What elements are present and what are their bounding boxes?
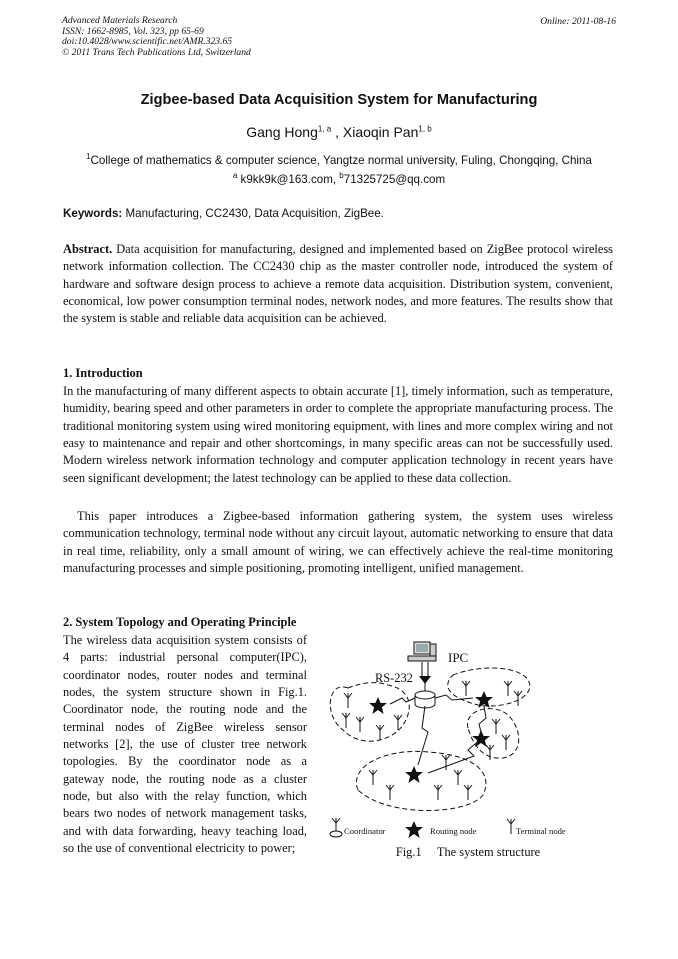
section-1-paragraph-2: This paper introduces a Zigbee-based information gathering system, the system uses wireless communication technology, terminal node without any circuit layout, automatic networking to ensure that data in real time, reliability, only a small amount of wiring, we can effectively achieve the real-time monitoring manufacturing processes and simple positioning, promoting intelligent, unified management. [63, 509, 613, 576]
email-a-sup: a [232, 171, 238, 180]
legend-routing-label: Routing node [430, 826, 477, 836]
author-2: Xiaoqin Pan [342, 124, 419, 140]
routing-node-bottom [405, 766, 423, 783]
legend-coordinator-icon [330, 818, 342, 837]
abstract-label: Abstract. [63, 242, 113, 256]
link-coord-bottom [418, 706, 428, 765]
coordinator-node [415, 676, 435, 708]
author-1: Gang Hong [246, 124, 318, 140]
author-separator: , [331, 124, 343, 140]
cluster-left [330, 683, 409, 742]
ipc-computer-icon [408, 642, 436, 661]
paper-title: Zigbee-based Data Acquisition System for Manufacturing [140, 92, 538, 108]
legend-terminal-icon [507, 819, 515, 834]
ipc-label: IPC [448, 650, 469, 665]
email-b-sup: b [339, 171, 344, 180]
author-1-sup: 1, a [317, 124, 332, 134]
legend-coordinator-label: Coordinator [344, 826, 386, 836]
journal-name: Advanced Materials Research [62, 15, 178, 26]
author-2-sup: 1, b [418, 124, 432, 134]
authors [0, 124, 678, 140]
keywords [63, 207, 384, 220]
rs232-label: RS-232 [375, 671, 413, 685]
section-1-heading: 1. Introduction [63, 366, 143, 380]
figure-1-caption: Fig.1 The system structure [395, 845, 541, 859]
abstract-text: Data acquisition for manufacturing, designed and implemented based on ZigBee protocol wireless network information collection. The CC2430 chip as the master controller node, introduced the system of hardware and software design process to achieve a remote data acquisition. Distribution system, convenient, economical, low power consumption terminal nodes, network nodes, and more features. The results show that the system is stable and reliable data acquisition can be achieved. [63, 242, 613, 326]
doi: doi:10.4028/www.scientific.net/AMR.323.65 [62, 36, 233, 48]
legend-routing-icon [405, 821, 423, 838]
link-coord-topright [435, 695, 473, 700]
link-right-bottom [428, 739, 481, 773]
affiliation-text: College of mathematics & computer science, Yangtze normal university, Fuling, Chongqing, China [90, 153, 592, 167]
figure-1 [318, 640, 618, 870]
cluster-bottom [356, 751, 485, 810]
copyright: © 2011 Trans Tech Publications Ltd, Switzerland [62, 46, 251, 58]
issn: ISSN: 1662-8985, Vol. 323, pp 65-69 [62, 25, 204, 37]
journal-header [62, 16, 251, 58]
routing-node-left [369, 697, 387, 714]
link-coord-left [390, 698, 415, 704]
emails [0, 171, 678, 186]
affiliation-sup: 1 [86, 152, 91, 161]
keywords-text: Manufacturing, CC2430, Data Acquisition, ZigBee. [122, 207, 384, 220]
online-date: Online: 2011-08-16 [540, 16, 616, 27]
email-b: 71325725@qq.com [343, 172, 446, 186]
affiliation [0, 152, 678, 167]
cluster-right [467, 709, 518, 759]
abstract [63, 241, 613, 328]
section-2-paragraph: The wireless data acquisition system consists of 4 parts: industrial personal computer(IPC), coordinator nodes, router nodes and terminal nodes, the system structure shown in Fig.1. Coordinator node, the routing node and the terminal nodes of ZigBee wireless sensor networks [2], the use of cluster tree network topologies. By the coordinator node as a gateway node, the routing node as a cluster node, but also with the relay function, which bears two nodes of network management tasks, and with data forwarding, heavy teaching load, so the use of conventional electricity to power; [63, 633, 307, 856]
section-2-heading: 2. System Topology and Operating Principle [63, 615, 297, 629]
section-1-paragraph-1: In the manufacturing of many different aspects to obtain accurate [1], timely information, such as temperature, humidity, bearing speed and other parameters in order to complete the appropriate manufacturing process. The traditional monitoring system using wired monitoring equipment, with lines and more complex wiring and not easy to maintenance and repair and other shortcomings, in many specific areas can not be successfully used. Modern wireless network information technology and computer application technology in recent years have seen significant development; the latest technology can be applied to these data collection. [63, 384, 613, 485]
legend-terminal-label: Terminal node [516, 826, 566, 836]
email-a: k9kk9k@163.com, [237, 172, 340, 186]
keywords-label: Keywords: [63, 207, 123, 220]
